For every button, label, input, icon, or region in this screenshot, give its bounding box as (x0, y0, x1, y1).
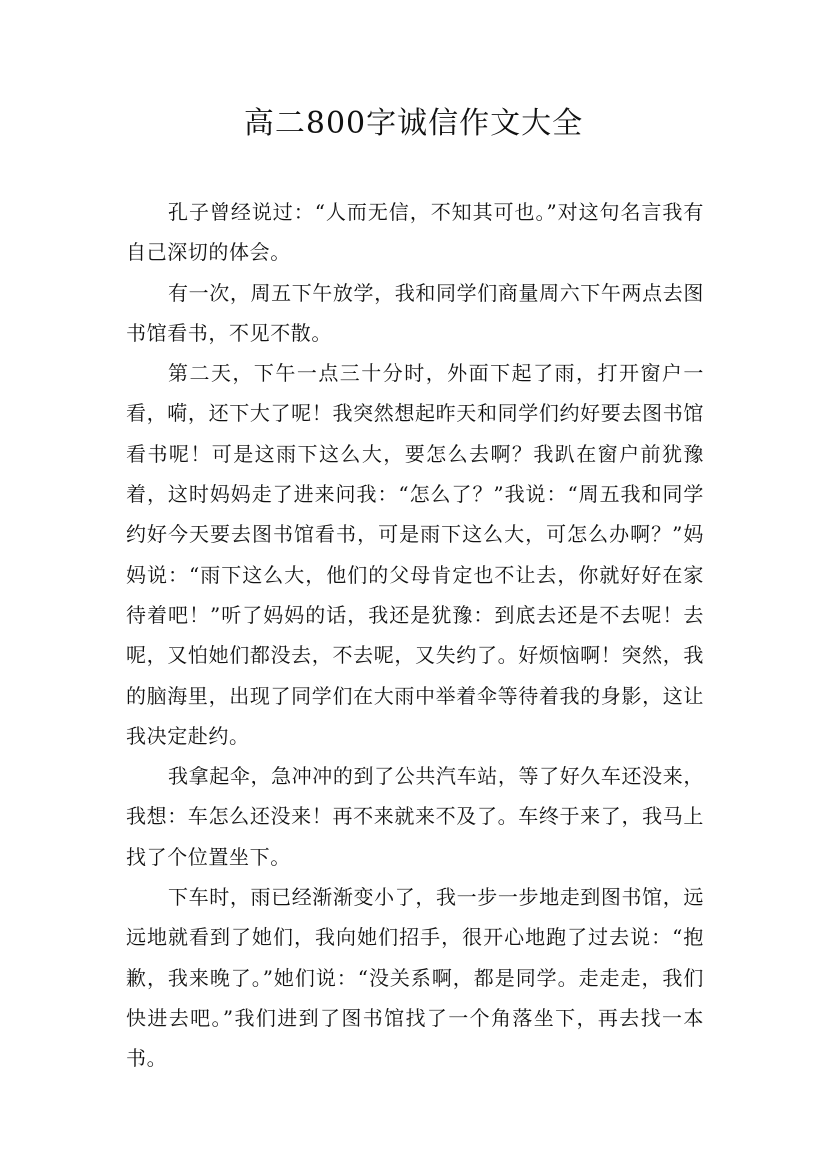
paragraph-2: 有一次，周五下午放学，我和同学们商量周六下午两点去图书馆看书，不见不散。 (126, 280, 704, 345)
paragraph-1: 孔子曾经说过：“人而无信，不知其可也。”对这句名言我有自己深切的体会。 (126, 200, 704, 265)
paragraph-3: 第二天，下午一点三十分时，外面下起了雨，打开窗户一看，嗬，还下大了呢！我突然想起昨天和同学们约好要去图书馆看书呢！可是这雨下这么大，要怎么去啊？我趴在窗户前犹豫着，这时妈妈走了进来问我：“怎么了？”我说：“周五我和同学约好今天要去图书馆看书，可是雨下这么大，可怎么办啊？”妈妈说：“雨下这么大，他们的父母肯定也不让去，你就好好在家待着吧！”听了妈妈的话，我还是犹豫：到底去还是不去呢！去呢，又怕她们都没去，不去呢，又失约了。好烦恼啊！突然，我的脑海里，出现了同学们在大雨中举着伞等待着我的身影，这让我决定赴约。 (126, 361, 704, 748)
document-body (126, 192, 704, 1079)
document-title: 高二800字诚信作文大全 (243, 106, 584, 141)
paragraph-5: 下车时，雨已经渐渐变小了，我一步一步地走到图书馆，远远地就看到了她们，我向她们招手，很开心地跑了过去说：“抱歉，我来晚了。”她们说：“没关系啊，都是同学。走走走，我们快进去吧。”我们进到了图书馆找了一个角落坐下，再去找一本书。 (126, 885, 704, 1071)
paragraph-4: 我拿起伞，急冲冲的到了公共汽车站，等了好久车还没来，我想：车怎么还没来！再不来就来不及了。车终于来了，我马上找了个位置坐下。 (126, 764, 704, 869)
